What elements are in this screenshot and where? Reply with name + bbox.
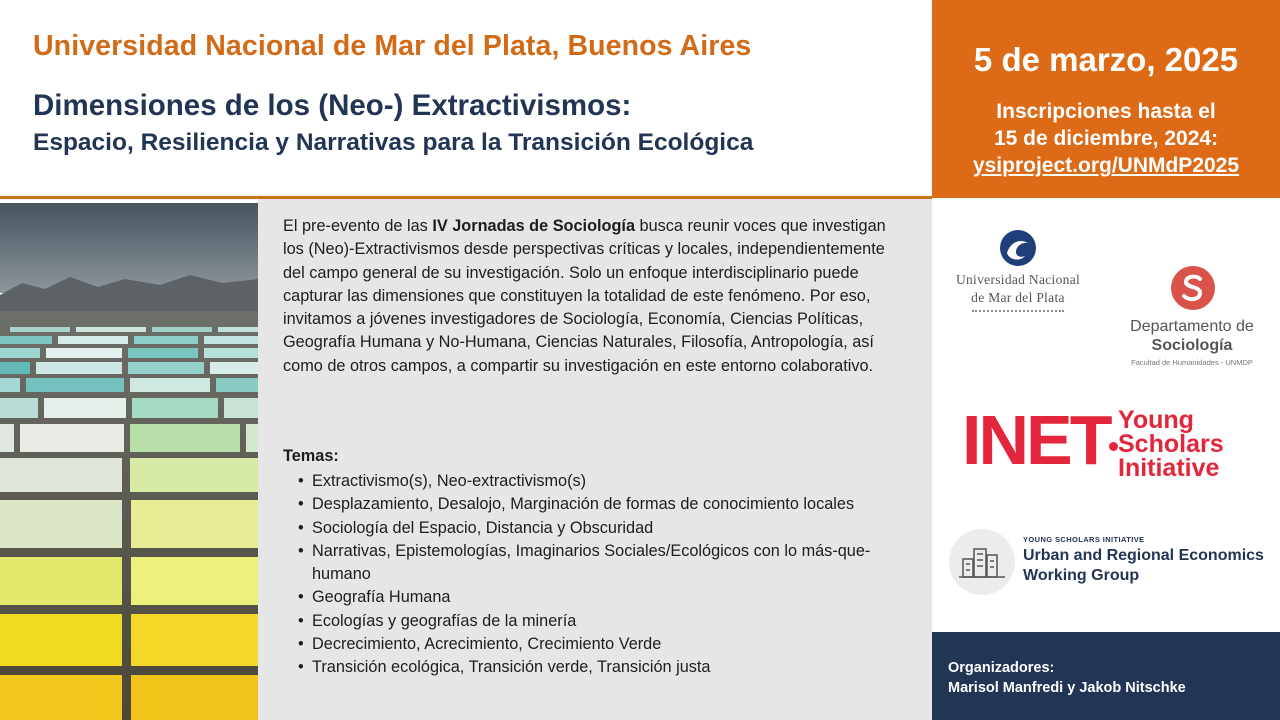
registration-deadline-line-1: Inscripciones hasta el xyxy=(996,100,1216,123)
dotted-divider xyxy=(972,310,1064,312)
topic-text: Sociología del Espacio, Distancia y Obscuridad xyxy=(312,518,654,537)
intro-event-name: IV Jornadas de Sociología xyxy=(432,217,636,235)
event-date: 5 de marzo, 2025 xyxy=(973,41,1239,78)
bullet-icon: • xyxy=(298,472,304,490)
list-item xyxy=(283,610,908,633)
department-name: Sociología xyxy=(1151,337,1233,354)
bullet-icon: • xyxy=(298,611,304,630)
ysi-line-2: Scholars xyxy=(1118,430,1224,458)
organizers-label: Organizadores: xyxy=(948,660,1055,676)
list-item xyxy=(283,633,908,656)
list-item xyxy=(283,656,908,679)
city-buildings-icon xyxy=(949,529,1015,595)
urewg-title-line-2: Working Group xyxy=(1023,567,1140,584)
bullet-icon: • xyxy=(298,658,304,677)
organizers-box xyxy=(932,632,1280,720)
topic-text: Extractivismo(s), Neo-extractivismo(s) xyxy=(312,472,587,490)
unmdp-name-line-2: de Mar del Plata xyxy=(971,290,1065,305)
topic-text: Narrativas, Epistemologías, Imaginarios Sociales/Ecológicos con lo más-que-humano xyxy=(312,541,871,584)
intro-text-rest: busca reunir voces que investigan los (Neo)-Extractivismos desde perspectivas críticas y locales, independientemente del campo general de su investigación. Solo un enfoque interdisciplinario puede capturar las dimensiones que constituyen la totalidad de este fenómeno. Por eso, invitamos a jóvenes investigadores de Sociología, Economía, Ciencias Políticas, Geografía Humana y No-Humana, Ciencias Naturales, Filosofía, Antropología, así como de otros campos, a compartir su investigación en este entorno colaborativo. xyxy=(283,217,886,375)
topic-text: Decrecimiento, Acrecimiento, Crecimiento Verde xyxy=(312,635,662,654)
bullet-icon: • xyxy=(298,541,304,560)
bullet-icon: • xyxy=(298,588,304,607)
list-item xyxy=(283,470,908,493)
intro-text-start: El pre-evento de las xyxy=(283,217,433,235)
unmdp-name-line-1: Universidad Nacional xyxy=(955,272,1081,287)
list-item xyxy=(283,517,908,540)
s-emblem-icon xyxy=(1170,265,1216,311)
department-label: Departamento de xyxy=(1130,318,1254,335)
description-panel xyxy=(258,199,932,720)
urewg-title-line-1: Urban and Regional Economics xyxy=(1023,547,1264,564)
sociologia-department-logo xyxy=(1112,265,1272,375)
topic-text: Geografía Humana xyxy=(312,588,451,607)
registration-link[interactable]: ysiproject.org/UNMdP2025 xyxy=(972,154,1240,177)
registration-deadline-line-2: 15 de diciembre, 2024: xyxy=(993,127,1219,150)
topic-text: Ecologías y geografías de la minería xyxy=(312,611,577,630)
ysi-line-1: Young xyxy=(1118,406,1194,434)
event-subtitle: Espacio, Resiliencia y Narrativas para la Transición Ecológica xyxy=(33,129,754,156)
inet-ysi-logo xyxy=(962,401,1272,486)
ysi-line-3: Initiative xyxy=(1118,454,1220,482)
topics-list xyxy=(283,470,908,680)
event-title: Dimensiones de los (Neo-) Extractivismos: xyxy=(33,89,632,122)
header xyxy=(0,0,932,198)
intro-paragraph xyxy=(283,215,908,378)
date-box xyxy=(932,0,1280,198)
organizers-names: Marisol Manfredi y Jakob Nitschke xyxy=(948,680,1186,696)
list-item xyxy=(283,493,908,516)
unmdp-logo xyxy=(942,229,1094,314)
topic-text: Transición ecológica, Transición verde, Transición justa xyxy=(312,658,711,677)
partner-logos xyxy=(932,199,1280,632)
salt-flats-photo xyxy=(0,203,258,720)
list-item xyxy=(283,586,908,609)
dot-icon xyxy=(1109,442,1118,451)
bullet-icon: • xyxy=(298,635,304,654)
urban-regional-economics-logo xyxy=(949,529,1279,595)
urewg-overline: YOUNG SCHOLARS INITIATIVE xyxy=(1023,535,1145,544)
faculty-label: Facultad de Humanidades - UNMDP xyxy=(1131,358,1253,367)
bullet-icon: • xyxy=(298,518,304,537)
institution-title: Universidad Nacional de Mar del Plata, Buenos Aires xyxy=(33,30,752,62)
bullet-icon: • xyxy=(298,495,304,514)
list-item xyxy=(283,540,908,587)
wave-emblem-icon xyxy=(999,229,1037,267)
topic-text: Desplazamiento, Desalojo, Marginación de formas de conocimiento locales xyxy=(312,495,855,514)
inet-wordmark: INET xyxy=(962,401,1110,479)
topics-heading: Temas: xyxy=(283,447,339,465)
